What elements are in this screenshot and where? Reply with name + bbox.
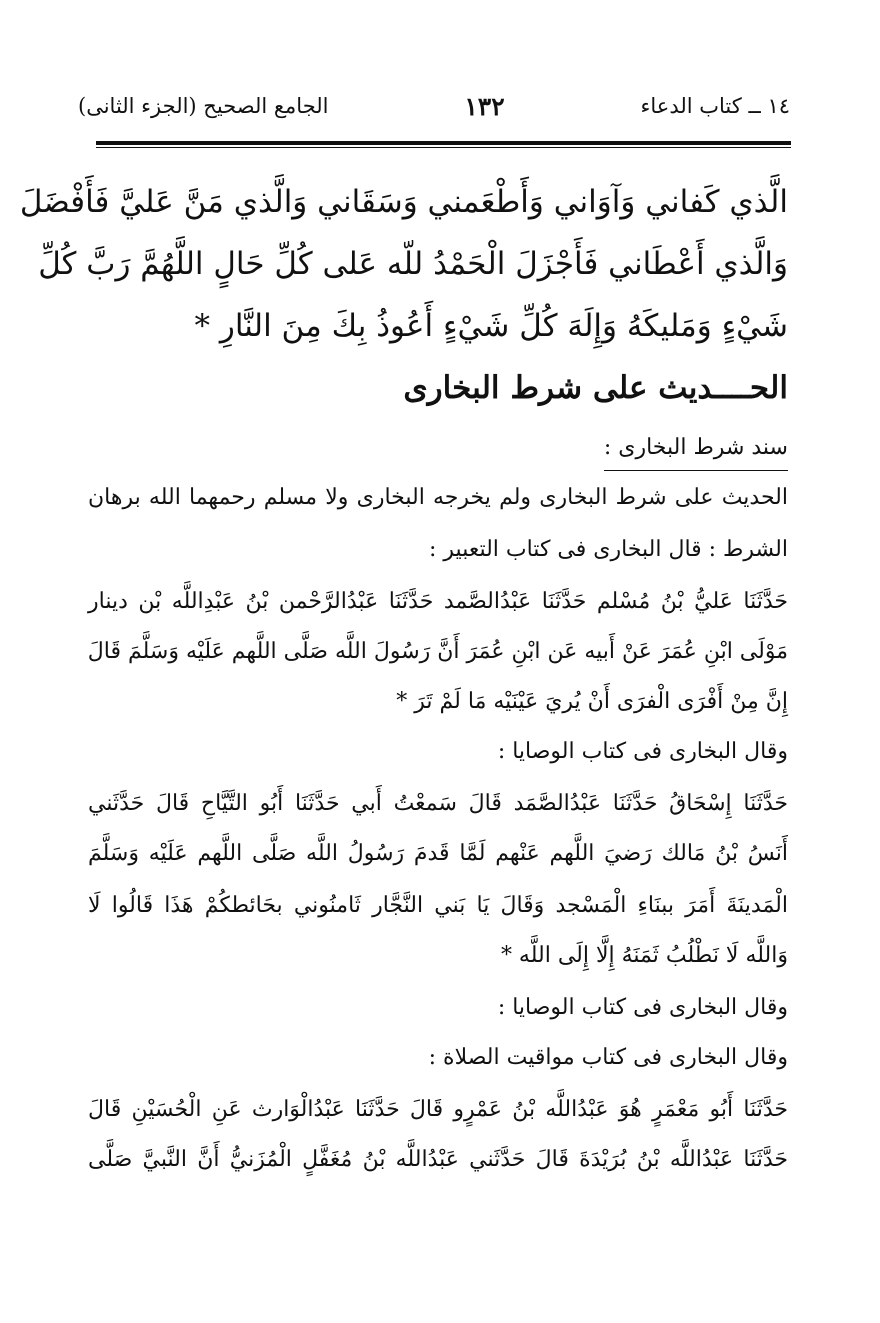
section-heading: الحــــديث على شرط البخارى <box>403 370 788 406</box>
body-line: مَوْلَى ابْنِ عُمَرَ عَنْ أَبيه عَن ابْنِ عُمَرَ أَنَّ رَسُولَ اللَّه صَلَّى اللَّهم عَلَيْه وَسَلَّمَ قَالَ <box>87 639 788 664</box>
prayer-line: الَّذي كَفاني وَآوَاني وَأَطْعَمني وَسَقَاني وَالَّذي مَنَّ عَليَّ فَأَفْضَلَ <box>19 184 788 220</box>
page-number: ١٣٢ <box>464 91 505 121</box>
body-line: حَدَّثَنَا أَبُو مَعْمَرٍ هُوَ عَبْدُاللَّه بْنُ عَمْرٍو قَالَ حَدَّثَنَا عَبْدُالْوَارث عَنِ الْحُسَيْنِ قَالَ <box>88 1097 788 1122</box>
prayer-line: وَالَّذي أَعْطَاني فَأَجْزَلَ الْحَمْدُ للّه عَلى كُلِّ حَالٍ اللَّهُمَّ رَبَّ كُلِّ <box>38 246 788 282</box>
body-line: وقال البخارى فى كتاب الوصايا : <box>497 995 788 1020</box>
body-line: وقال البخارى فى كتاب مواقيت الصلاة : <box>428 1045 788 1070</box>
body-line: الشرط : قال البخارى فى كتاب التعبير : <box>429 537 788 562</box>
body-line: إِنَّ مِنْ أَفْرَى الْفرَى أَنْ يُريَ عَيْنَيْه مَا لَمْ تَرَ * <box>396 689 788 714</box>
body-line: الحديث على شرط البخارى ولم يخرجه البخارى ولا مسلم رحمهما الله برهان <box>88 485 788 510</box>
body-line: وقال البخارى فى كتاب الوصايا : <box>497 739 788 764</box>
sub-heading: سند شرط البخارى : <box>604 428 788 471</box>
body-line: حَدَّثَنَا عَبْدُاللَّه بْنُ بُرَيْدَةَ قَالَ حَدَّثَني عَبْدُاللَّه بْنُ مُغَفَّلٍ الْمُزَنيُّ أَنَّ النَّبيَّ صَلَّى <box>88 1147 788 1172</box>
prayer-line: شَيْءٍ وَمَليكَهُ وَإِلَهَ كُلِّ شَيْءٍ أَعُوذُ بِكَ مِنَ النَّارِ * <box>194 308 788 344</box>
running-header <box>78 86 790 126</box>
body-line: حَدَّثَنَا عَليُّ بْنُ مُسْلم حَدَّثَنَا عَبْدُالصَّمد حَدَّثَنَا عَبْدُالرَّحْمن بْنُ عَبْدِاللَّه بْن دينار <box>88 589 788 614</box>
body-line: وَاللَّه لَا نَطْلُبُ ثَمَنَهُ إِلَّا إِلَى اللَّه * <box>500 943 788 968</box>
header-rule <box>96 141 791 145</box>
body-line: الْمَدينَةَ أَمَرَ ببنَاءِ الْمَسْجد وَقَالَ يَا بَني النَّجَّار ثَامنُوني بحَائطكُمْ هَذَا قَالُوا لَا <box>88 893 788 918</box>
body-line: أَنَسُ بْنُ مَالك رَضيَ اللَّهم عَنْهم لَمَّا قَدمَ رَسُولُ اللَّه صَلَّى اللَّهم عَلَيْه وَسَلَّمَ <box>88 841 788 866</box>
body-line: حَدَّثَنَا إِسْحَاقُ حَدَّثَنَا عَبْدُالصَّمَد قَالَ سَمعْتُ أَبي حَدَّثَنَا أَبُو التَّيَّاحِ قَالَ حَدَّثَني <box>88 791 788 816</box>
book-title: الجامع الصحيح (الجزء الثانى) <box>78 94 329 118</box>
chapter-title: ١٤ ــ كتاب الدعاء <box>640 94 790 118</box>
